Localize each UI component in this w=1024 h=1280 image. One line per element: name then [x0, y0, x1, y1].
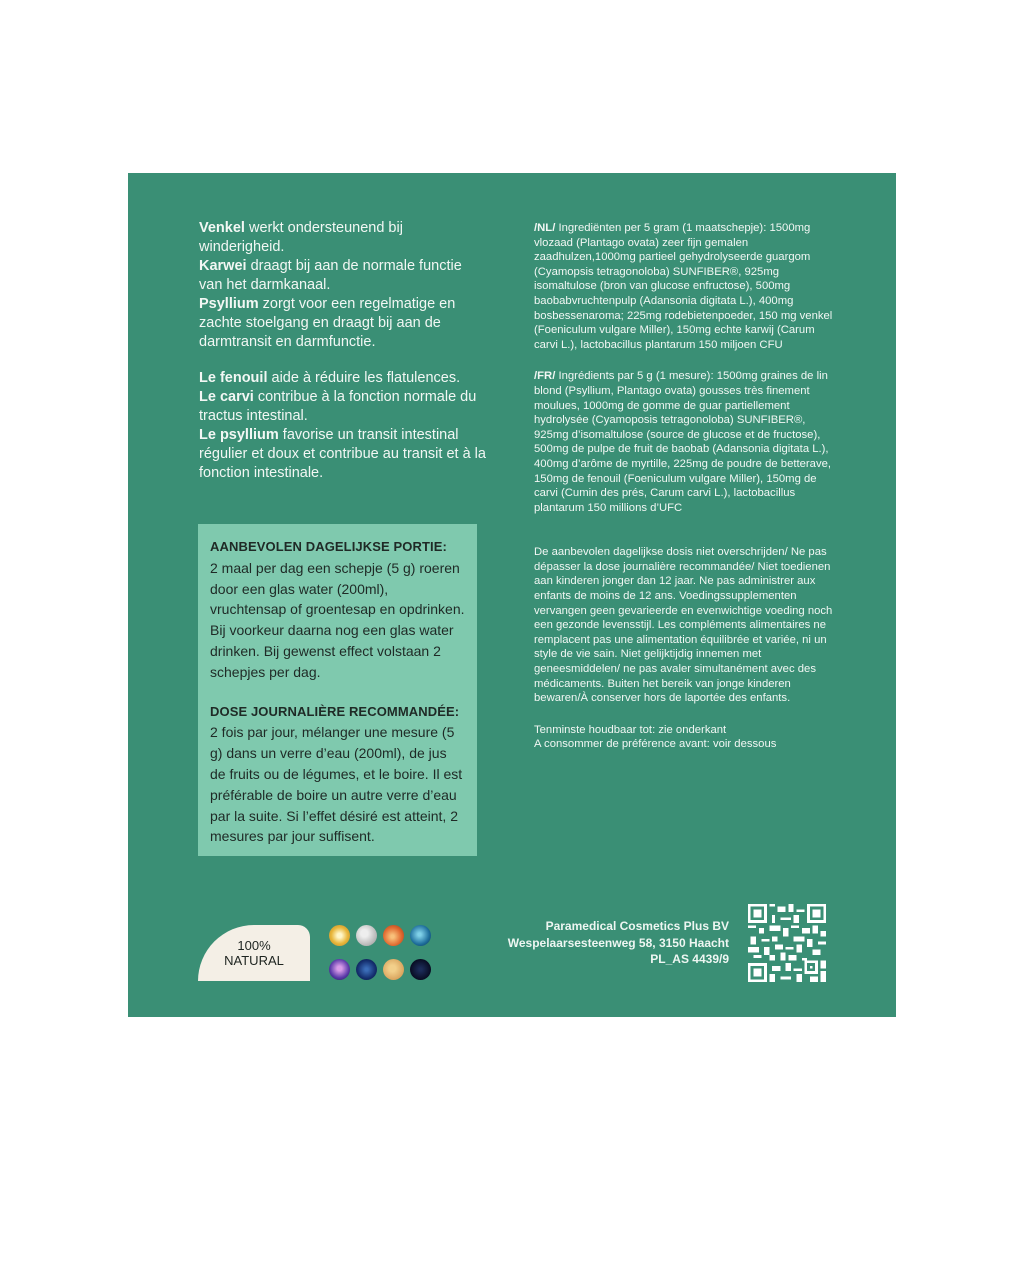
badge-percent: 100% [237, 938, 271, 953]
dosage-box [198, 524, 477, 856]
company-name: Paramedical Cosmetics Plus BV [545, 919, 729, 933]
claims-fr [199, 369, 489, 483]
claim-fenouil-name: Le fenouil [199, 370, 268, 386]
claims-column [199, 219, 489, 500]
ingredients-nl [534, 221, 834, 352]
qr-code-icon[interactable] [748, 904, 826, 982]
earth-icon [410, 925, 431, 946]
product-code: PL_AS 4439/9 [650, 952, 729, 966]
claim-karwei-text: draagt bij aan de normale functie van het darmkanaal. [199, 258, 462, 293]
badge-natural: NATURAL [224, 953, 284, 968]
ingredients-fr-label: /FR/ [534, 370, 556, 383]
dosage-title-nl: AANBEVOLEN DAGELIJKSE PORTIE: [210, 539, 447, 554]
claim-psyllium-fr-name: Le psyllium [199, 427, 279, 443]
claim-carvi-text: contribue à la fonction normale du tractus intestinal. [199, 389, 477, 424]
ingredients-fr [534, 369, 834, 515]
claim-venkel-name: Venkel [199, 220, 245, 236]
dosage-text-nl: 2 maal per dag een schepje (5 g) roeren door een glas water (200ml), vruchtensap of groentesap en opdrinken. Bij voorkeur daarna nog een glas water drinken. Bij gewenst effect volstaan 2 schepjes per dag. [210, 559, 465, 680]
dosage-title-fr: DOSE JOURNALIÈRE RECOMMANDÉE: [210, 703, 460, 719]
claim-psyllium-fr-text: favorise un transit intestinal régulier et doux et contribue au transit et à la fonction intestinale. [199, 427, 486, 481]
natural-badge [198, 925, 310, 981]
human-figure-icon [356, 959, 377, 980]
claim-psyllium-name: Psyllium [199, 296, 259, 312]
ingredients-fr-text: Ingrédients par 5 g (1 mesure): 1500mg graines de lin blond (Psyllium, Plantago ovata) gousses très finement moulues, 1000mg de gomme de guar partiellement hydrolysée (Cyamoposis tetragonoloba) SUNFIBER®, 925mg d’isomaltulose (source de glucose et de fructose), 500mg de pulpe de fruit de baobab (Adansonia digitata L.), 400mg d’arôme de myrtille, 225mg de poudre de betterave, 150mg de fenouil (Foeniculum vulgare Miller), 150mg de carvi (Cumin des prés, Carum carvi L.), lactobacillus plantarum 150 millions d’UFC [534, 370, 832, 514]
claim-fenouil-text: aide à réduire les flatulences. [267, 370, 461, 386]
moon-icon [356, 925, 377, 946]
element-icons [328, 923, 438, 985]
claim-venkel-text: werkt ondersteunend bij winderigheid. [199, 220, 403, 255]
gold-circle-icon [383, 959, 404, 980]
claim-psyllium-text: zorgt voor een regelmatige en zachte stoelgang en draagt bij aan de darmtransit en darmfunctie. [199, 296, 456, 350]
night-sky-icon [410, 959, 431, 980]
warning-text: De aanbevolen dagelijkse dosis niet overschrijden/ Ne pas dépasser la dose journalière recommandée/ Niet toedienen aan kinderen jonger dan 12 jaar. Ne pas administrer aux enfants de moins de 12 ans. Voedingssupplementen vervangen geen gevarieerde en evenwichtige voeding noch een gezonde levensstijl. Les compléments alimentaires ne remplacent pas une alimentation équilibrée et variée, ni un style de vie sain. Niet gelijktijdig innemen met geneesmiddelen/ ne pas avaler simultanément avec des médicaments. Buiten het bereik van jonge kinderen bewaren/À conserver hors de laportée des enfants. [534, 546, 833, 705]
sun-icon [329, 925, 350, 946]
claims-nl [199, 219, 489, 352]
claim-karwei-name: Karwei [199, 258, 247, 274]
company-info [508, 918, 729, 968]
ingredients-nl-text: Ingrediënten per 5 gram (1 maatschepje): 1500mg vlozaad (Plantago ovata) zeer fijn gemalen zaadhulzen,1000mg partieel gehydrolyseerde guargom (Cyamopsis tetragonoloba) SUNFIBER®, 925mg isomaltulose (bron van glucose enfructose), 500mg baobabvruchtenpulp (Adansonia digitata L.), 400mg bosbessenaroma; 225mg rodebietenpoeder, 150 mg venkel (Foeniculum vulgare Miller), 150mg echte karwij (Carum carvi L.), lactobacillus plantarum 150 miljoen CFU [534, 222, 833, 351]
shelf-life-fr: A consommer de préférence avant: voir dessous [534, 738, 777, 751]
company-address: Wespelaarsesteenweg 58, 3150 Haacht [507, 935, 729, 950]
shelf-life [534, 723, 834, 752]
brain-icon [329, 959, 350, 980]
fire-icon [383, 925, 404, 946]
ingredients-nl-label: /NL/ [534, 222, 556, 234]
shelf-life-nl: Tenminste houdbaar tot: zie onderkant [534, 723, 727, 736]
dosage-text-fr: 2 fois par jour, mélanger une mesure (5 g) dans un verre d’eau (200ml), de jus de fruits ou de légumes, et le boire. Il est préférable de boire un autre verre d’eau par la suite. Si l’effet désiré est atteint, 2 mesures par jour suffisent. [210, 724, 463, 845]
ingredients-column [534, 221, 834, 769]
claim-carvi-name: Le carvi [199, 389, 254, 405]
label-panel [128, 173, 896, 1017]
